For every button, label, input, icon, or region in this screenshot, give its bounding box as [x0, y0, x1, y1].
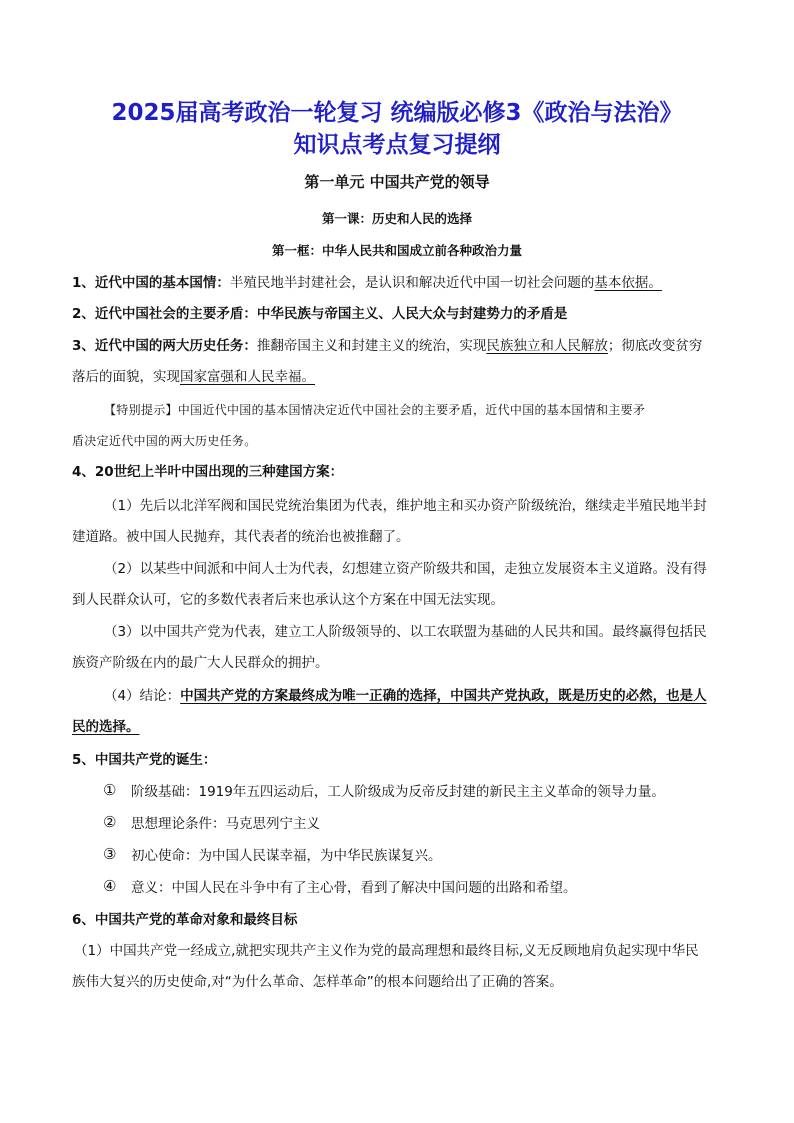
- circled-number-1: ①: [103, 781, 117, 799]
- point-5: 5、中国共产党的诞生：: [72, 752, 217, 768]
- point-5-item-4: 意义：中国人民在斗争中有了主心骨，看到了解决中国问题的出路和希望。: [131, 880, 577, 896]
- circled-number-2: ②: [103, 813, 117, 831]
- point-3-cont: 落后的面貌，实现国家富强和人民幸福。: [72, 369, 315, 385]
- page-title-line-2: 知识点考点复习提纲: [293, 132, 501, 158]
- point-4-item-1-cont: 建道路。被中国人民抛弃，其代表者的统治也被推翻了。: [72, 529, 410, 545]
- point-4-item-2: （2）以某些中间派和中间人士为代表，幻想建立资产阶级共和国，走独立发展资本主义道路。没有得: [104, 561, 707, 577]
- point-6: 6、中国共产党的革命对象和最终目标: [72, 912, 298, 928]
- point-1: 1、近代中国的基本国情：半殖民地半封建社会，是认识和解决近代中国一切社会问题的基本依据。: [72, 275, 662, 291]
- point-5-item-3: 初心使命：为中国人民谋幸福，为中华民族谋复兴。: [131, 848, 442, 864]
- point-6-item-1-cont: 族伟大复兴的历史使命,对“为什么革命、怎样革命”的根本问题给出了正确的答案。: [72, 974, 563, 990]
- point-2: 2、近代中国社会的主要矛盾：中华民族与帝国主义、人民大众与封建势力的矛盾是: [72, 306, 568, 322]
- special-note-line-2: 盾决定近代中国的两大历史任务。: [72, 434, 257, 448]
- point-4: 4、20世纪上半叶中国出现的三种建国方案：: [72, 464, 344, 480]
- unit-heading: 第一单元 中国共产党的领导: [304, 173, 490, 191]
- frame-heading: 第一框：中华人民共和国成立前各种政治力量: [271, 243, 522, 258]
- lesson-heading: 第一课：历史和人民的选择: [321, 211, 472, 226]
- circled-number-3: ③: [103, 845, 117, 863]
- point-5-item-1: 阶级基础：1919年五四运动后，工人阶级成为反帝反封建的新民主主义革命的领导力量。: [131, 784, 665, 800]
- circled-number-4: ④: [103, 877, 117, 895]
- point-4-item-1: （1）先后以北洋军阀和国民党统治集团为代表，维护地主和买办资产阶级统治，继续走半殖民地半封: [104, 498, 707, 514]
- point-4-item-4: （4）结论：中国共产党的方案最终成为唯一正确的选择，中国共产党执政，既是历史的必然，也是人: [104, 688, 707, 704]
- point-4-item-2-cont: 到人民群众认可，它的多数代表者后来也承认这个方案在中国无法实现。: [72, 592, 504, 608]
- point-4-item-4-cont: 民的选择。: [72, 719, 140, 735]
- point-4-item-3: （3）以中国共产党为代表，建立工人阶级领导的、以工农联盟为基础的人民共和国。最终赢得包括民: [104, 624, 707, 640]
- point-5-item-2: 思想理论条件：马克思列宁主义: [131, 816, 320, 832]
- page-title-line-1: 2025届高考政治一轮复习 统编版必修3《政治与法治》: [111, 100, 683, 126]
- point-3: 3、近代中国的两大历史任务：推翻帝国主义和封建主义的统治，实现民族独立和人民解放；彻底改变贫穷: [72, 338, 703, 354]
- point-6-item-1: （1）中国共产党一经成立,就把实现共产主义作为党的最高理想和最终目标,义无反顾地肩负起实现中华民: [74, 943, 699, 959]
- point-4-item-3-cont: 族资产阶级在内的最广大人民群众的拥护。: [72, 655, 329, 671]
- special-note-line-1: 【特别提示】中国近代中国的基本国情决定近代中国社会的主要矛盾，近代中国的基本国情和主要矛: [104, 403, 646, 417]
